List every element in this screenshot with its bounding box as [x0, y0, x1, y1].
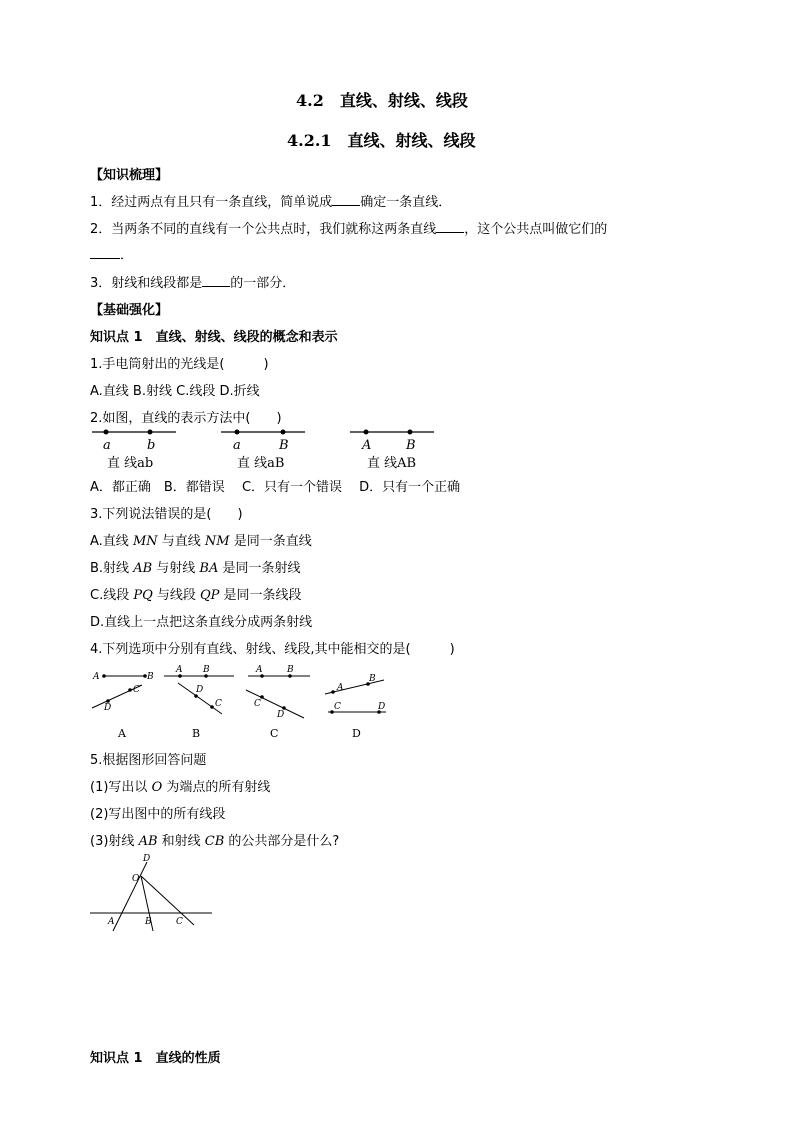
svg-text:C: C [176, 917, 183, 927]
basic-header: 【基础强化】 [90, 303, 169, 318]
svg-text:D: D [104, 703, 112, 713]
label-b: b [147, 438, 156, 453]
svg-text:A: A [93, 672, 100, 682]
svg-text:A: A [118, 727, 126, 740]
question-5: 5.根据图形回答问题 [90, 753, 207, 768]
question-1: 1.手电筒射出的光线是( ) [90, 357, 269, 372]
page-title: 4.2 直线、射线、线段 [296, 91, 468, 110]
label-a: a [233, 438, 241, 453]
question-5-figure [90, 854, 212, 931]
svg-text:C: C [270, 727, 279, 740]
label-B: B [279, 438, 289, 453]
question-1-options: A.直线 B.射线 C.线段 D.折线 [90, 384, 260, 399]
svg-text:D: D [378, 702, 386, 712]
svg-text:D: D [277, 710, 285, 720]
question-3-option-a: A.直线 MN 与直线 NM 是同一条直线 [90, 534, 312, 549]
page-subtitle: 4.2.1 直线、射线、线段 [287, 131, 476, 150]
caption-2: 直 线aB [237, 456, 285, 471]
svg-text:A: A [108, 917, 115, 927]
knowledge-header: 【知识梳理】 [90, 168, 169, 183]
label-A: A [362, 438, 372, 453]
svg-text:O: O [132, 874, 140, 884]
svg-text:C: C [254, 699, 261, 709]
question-5-part-1: (1)写出以 O 为端点的所有射线 [90, 780, 271, 795]
svg-text:A: A [337, 683, 344, 693]
question-4-figure [92, 665, 386, 740]
knowledge-item-2: 2．当两条不同的直线有一个公共点时，我们就称这两条直线 ，这个公共点叫做它们的 [90, 222, 608, 237]
label-a: a [103, 438, 111, 453]
svg-text:A: A [256, 665, 263, 675]
question-5-part-2: (2)写出图中的所有线段 [90, 807, 226, 822]
svg-text:D: D [143, 854, 151, 864]
knowledge-item-1: 1．经过两点有且只有一条直线，简单说成 确定一条直线． [90, 195, 452, 210]
question-4: 4.下列选项中分别有直线、射线、线段,其中能相交的是( ) [90, 642, 455, 657]
svg-text:B: B [145, 917, 152, 927]
knowledge-point-1-line-property: 知识点 1 直线的性质 [90, 1051, 221, 1066]
svg-text:B: B [192, 727, 201, 740]
question-5-part-3: (3)射线 AB 和射线 CB 的公共部分是什么? [90, 834, 340, 849]
knowledge-item-2-cont: ． [90, 244, 133, 263]
svg-text:B: B [369, 674, 376, 684]
svg-text:B: B [287, 665, 294, 675]
caption-3: 直 线AB [367, 456, 417, 471]
svg-text:C: C [215, 699, 222, 709]
knowledge-item-3: 3．射线和线段都是 的一部分． [90, 276, 296, 291]
caption-1: 直 线ab [107, 456, 154, 471]
label-B: B [406, 438, 416, 453]
svg-text:B: B [203, 665, 210, 675]
svg-text:D: D [352, 727, 361, 740]
knowledge-point-1: 知识点 1 直线、射线、线段的概念和表示 [90, 330, 338, 345]
question-3-option-b: B.射线 AB 与射线 BA 是同一条射线 [90, 561, 301, 576]
svg-text:B: B [147, 672, 154, 682]
question-3-option-c: C.线段 PQ 与线段 QP 是同一条线段 [90, 588, 302, 603]
question-2: 2.如图，直线的表示方法中( ) [90, 411, 282, 426]
question-3-option-d: D.直线上一点把这条直线分成两条射线 [90, 615, 313, 630]
question-3: 3.下列说法错误的是( ) [90, 507, 243, 522]
svg-text:C: C [334, 702, 341, 712]
svg-text:C: C [133, 685, 140, 695]
question-2-options: A．都正确 B．都错误 C．只有一个错误 D．只有一个正确 [90, 480, 461, 495]
svg-text:D: D [196, 685, 204, 695]
svg-text:A: A [176, 665, 183, 675]
